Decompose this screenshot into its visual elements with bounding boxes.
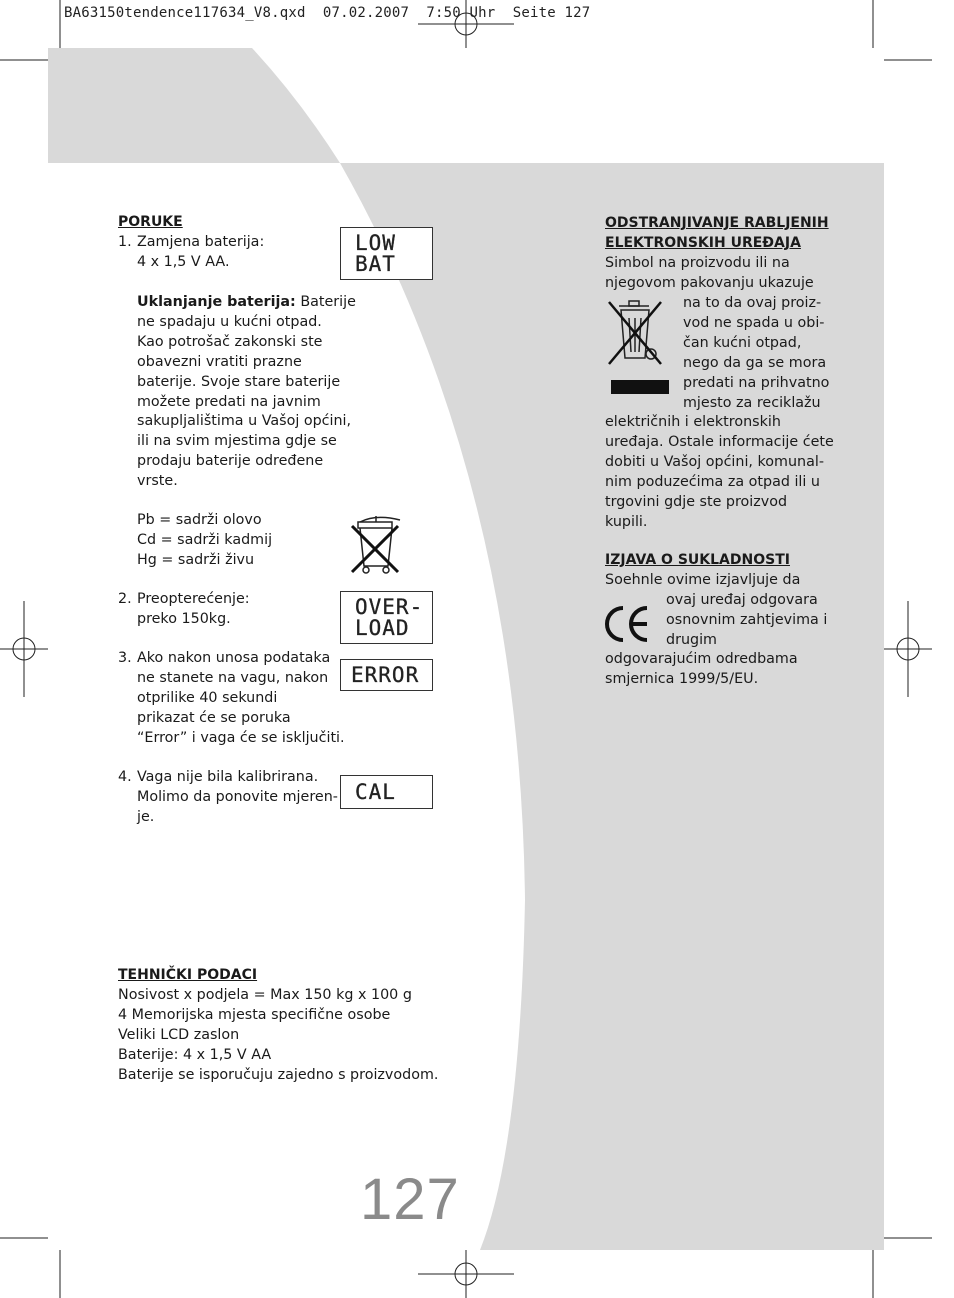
text-line: ili na svim mjestima gdje se xyxy=(137,433,337,450)
text-line: smjernica 1999/5/EU. xyxy=(605,670,759,687)
ce-mark-icon xyxy=(603,604,651,644)
lcd-line: BAT xyxy=(355,251,396,276)
lcd-line: LOW xyxy=(355,230,396,255)
print-slug: BA63150tendence117634_V8.qxd 07.02.2007 7:50 Uhr Seite 127 xyxy=(64,5,591,21)
conformity-text-bottom xyxy=(605,650,798,690)
text-line: sakupljalištima u Vašoj općini, xyxy=(137,413,352,430)
text-line: Simbol na proizvodu ili na xyxy=(605,255,790,271)
message-item-2 xyxy=(118,590,132,610)
conformity-heading: IZJAVA O SUKLADNOSTI xyxy=(605,552,790,568)
disposal-heading xyxy=(605,214,829,254)
text-line: ne spadaju u kućni otpad. xyxy=(137,313,322,330)
conformity-text-side xyxy=(666,591,827,651)
tech-heading: TEHNIČKI PODACI xyxy=(118,967,258,983)
disposal-text-bottom xyxy=(605,413,834,532)
text-line: “Error” i vaga će se isključiti. xyxy=(137,729,345,746)
text-line: Zamjena baterija: xyxy=(137,234,265,250)
crossed-bin-icon xyxy=(346,510,406,576)
text-line: Vaga nije bila kalibrirana. xyxy=(137,769,319,785)
removal-label: Uklanjanje baterija: xyxy=(137,294,296,310)
text-line: prikazat će se poruka xyxy=(137,709,291,726)
text-line: nego da ga se mora xyxy=(683,354,827,371)
disposal-text-top xyxy=(605,254,814,294)
text-line: uređaja. Ostale informacije ćete xyxy=(605,433,834,450)
messages-heading: PORUKE xyxy=(118,214,183,230)
text-line: drugim xyxy=(666,631,717,648)
lcd-cal xyxy=(340,775,433,809)
text-line: otprilike 40 sekundi xyxy=(137,689,278,706)
text-line: je. xyxy=(137,808,155,825)
text-line: mjesto za reciklažu xyxy=(683,394,821,411)
text-line: Hg = sadrži živu xyxy=(137,551,255,568)
text-line: njegovom pakovanju ukazuje xyxy=(605,274,814,291)
heavy-metals-list xyxy=(137,511,272,571)
crossed-weee-bin-icon xyxy=(603,296,669,398)
text-line: baterije. Svoje stare baterije xyxy=(137,373,341,390)
text-line: čan kućni otpad, xyxy=(683,334,802,351)
removal-first: Baterije xyxy=(295,294,356,310)
message-item-4-text xyxy=(137,768,338,828)
item-number: 1. xyxy=(118,234,132,250)
message-item-3 xyxy=(118,649,132,669)
lcd-line: OVER- xyxy=(355,594,424,619)
text-line: kupili. xyxy=(605,513,648,530)
page-number: 127 xyxy=(360,1167,460,1232)
item-number: 2. xyxy=(118,591,132,607)
lcd-overload xyxy=(340,591,433,644)
text-line: odgovarajućim odredbama xyxy=(605,651,798,667)
text-line: električnih i elektronskih xyxy=(605,414,781,430)
lcd-low-bat xyxy=(340,227,433,280)
battery-removal-text xyxy=(137,293,356,492)
text-line: 4 Memorijska mjesta specifične osobe xyxy=(118,1006,391,1023)
text-line: ovaj uređaj odgovara xyxy=(666,592,818,608)
text-line xyxy=(137,293,356,313)
text-line: Nosivost x podjela = Max 150 kg x 100 g xyxy=(118,987,412,1003)
item-number: 4. xyxy=(118,769,132,785)
text-line: Baterije: 4 x 1,5 V AA xyxy=(118,1046,272,1063)
text-line: preko 150kg. xyxy=(137,610,231,627)
text-line: ne stanete na vagu, nakon xyxy=(137,669,329,686)
lcd-error xyxy=(340,659,433,691)
text-line: Veliki LCD zaslon xyxy=(118,1026,240,1043)
tech-specs xyxy=(118,986,438,1086)
text-line: trgovini gdje ste proizvod xyxy=(605,493,788,510)
conformity-text-top: Soehnle ovime izjavljuje da xyxy=(605,572,801,588)
text-line: Kao potrošač zakonski ste xyxy=(137,333,323,350)
heading-line: ODSTRANJIVANJE RABLJENIH xyxy=(605,215,829,231)
text-line: Molimo da ponovite mjeren- xyxy=(137,788,338,805)
message-item-4 xyxy=(118,768,132,788)
text-line: Baterije se isporučuju zajedno s proizvodom. xyxy=(118,1066,439,1083)
text-line: dobiti u Vašoj općini, komunal- xyxy=(605,453,824,470)
text-line: Cd = sadrži kadmij xyxy=(137,531,273,548)
heading-line: ELEKTRONSKIH UREĐAJA xyxy=(605,234,801,251)
text-line: osnovnim zahtjevima i xyxy=(666,611,828,628)
lcd-line: CAL xyxy=(355,779,396,804)
message-item-2-text xyxy=(137,590,250,630)
disposal-text-side xyxy=(683,294,829,413)
text-line: prodaju baterije određene xyxy=(137,453,324,470)
message-item-1 xyxy=(118,233,132,253)
text-line: možete predati na javnim xyxy=(137,393,321,410)
text-line: na to da ovaj proiz- xyxy=(683,295,822,311)
message-item-3-text xyxy=(137,649,345,749)
text-line: obavezni vratiti prazne xyxy=(137,353,302,370)
text-line: predati na prihvatno xyxy=(683,374,830,391)
text-line: Preopterećenje: xyxy=(137,591,250,607)
text-line: Pb = sadrži olovo xyxy=(137,512,262,528)
lcd-line: ERROR xyxy=(351,662,420,687)
text-line: vrste. xyxy=(137,473,178,490)
message-item-1-text xyxy=(137,233,264,273)
text-line: vod ne spada u obi- xyxy=(683,314,825,331)
text-line: 4 x 1,5 V AA. xyxy=(137,253,230,270)
lcd-line: LOAD xyxy=(355,615,410,640)
item-number: 3. xyxy=(118,650,132,666)
text-line: nim poduzećima za otpad ili u xyxy=(605,473,820,490)
text-line: Ako nakon unosa podataka xyxy=(137,650,331,666)
